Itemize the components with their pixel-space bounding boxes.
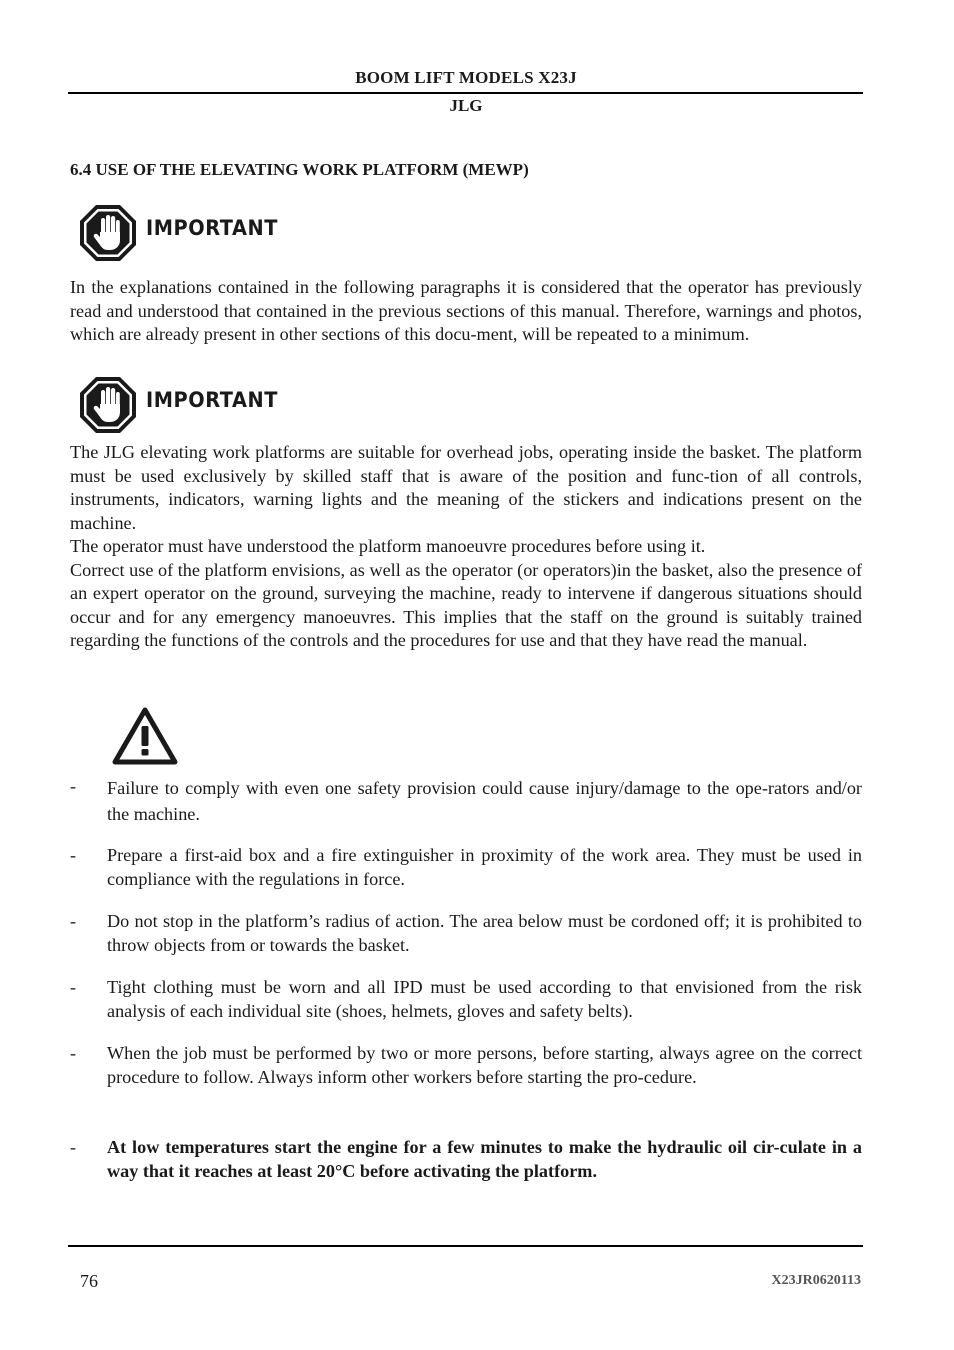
bullet-dash: - [70, 776, 77, 796]
important-label: IMPORTANT [146, 216, 278, 240]
notice-2-paragraph: The operator must have understood the platform manoeuvre procedures before using it. [70, 536, 706, 556]
bullet-text: Tight clothing must be worn and all IPD must be used according to that envisioned from the risk analysis of each individual site (shoes, helmets, gloves and safety belts). [107, 977, 862, 1021]
bullet-dash: - [70, 977, 77, 997]
header-brand: JLG [449, 96, 483, 115]
document-code: X23JR0620113 [771, 1273, 861, 1288]
bullet-text: Failure to comply with even one safety provision could cause injury/damage to the ope-rators and/or the machine. [107, 778, 862, 824]
bullet-text: When the job must be performed by two or more persons, before starting, always agree on the correct procedure to follow. Always inform other workers before starting the pro-cedure. [107, 1043, 862, 1087]
bullet-text: Do not stop in the platform’s radius of action. The area below must be cordoned off; it is prohibited to throw objects from or towards the basket. [107, 911, 862, 955]
header-title: BOOM LIFT MODELS X23J [355, 68, 577, 87]
bullet-dash: - [70, 1137, 77, 1157]
bullet-text: At low temperatures start the engine for a few minutes to make the hydraulic oil cir-culate in a way that it reaches at least 20°C before activating the platform. [107, 1137, 862, 1181]
warning-triangle-icon [112, 707, 178, 765]
footer-divider [68, 1245, 863, 1247]
notice-2-text [70, 441, 862, 653]
header-divider [68, 92, 863, 94]
bullet-dash: - [70, 1043, 77, 1063]
page-number: 76 [80, 1271, 98, 1291]
bullet-dash: - [70, 845, 77, 865]
notice-2-paragraph: Correct use of the platform envisions, as well as the operator (or operators)in the basket, also the presence of an expert operator on the ground, surveying the machine, ready to intervene if dangerous situations should occur and for any emergency manoeuvres. This implies that the staff on the ground is suitably trained regarding the functions of the controls and the procedures for use and that they have read the manual. [70, 559, 862, 650]
notice-2-paragraph: The JLG elevating work platforms are suitable for overhead jobs, operating inside the basket. The platform must be used exclusively by skilled staff that is aware of the position and func-tion of all controls, instruments, indicators, warning lights and the meaning of the stickers and indications present on the machine. [70, 442, 862, 533]
bullet-dash: - [70, 911, 77, 931]
bullet-text: Prepare a first-aid box and a fire extinguisher in proximity of the work area. They must be used in compliance with the regulations in force. [107, 845, 862, 889]
stop-hand-icon [78, 375, 138, 435]
stop-hand-icon [78, 203, 138, 263]
section-title: 6.4 USE OF THE ELEVATING WORK PLATFORM (MEWP) [70, 160, 529, 179]
important-label: IMPORTANT [146, 388, 278, 412]
notice-1-text: In the explanations contained in the following paragraphs it is considered that the operator has previously read and understood that contained in the previous sections of this manual. Therefore, warnings and photos, which are already present in other sections of this docu-ment, will be repeated to a minimum. [70, 277, 862, 344]
